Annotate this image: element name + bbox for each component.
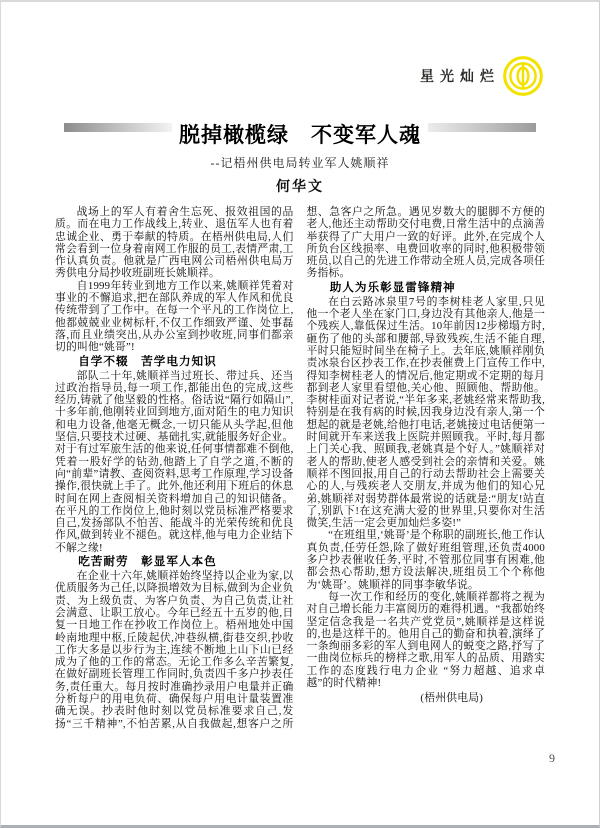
paragraph-colleague-quote: “在班组里,‘姚哥’是个称职的副班长,他工作认真负责,任劳任怨,除了做好班组管理,还负责4000多户抄表催收任务,平时,不管那位同事有困难,他都会热心帮助,想方设法解决,班组员工个个称他为‘姚哥’。姚顺祥的同事李敏华说。: [306, 529, 545, 591]
paragraph-intro: 战场上的军人有着舍生忘死、报效祖国的品质。而在电力工作战线上,转业、退伍军人也有着忠诚企业、勇于奉献的特质。在梧州供电局,人们常会看到一位身着南网工作服的员工,表情严肃,工作认真负责。他就是广西电网公司梧州供电局万秀供电分局抄收班副班长姚顺祥。: [55, 206, 294, 280]
page-header: [1, 2, 599, 97]
title-row: [1, 119, 599, 149]
title-decor-bar-right: [428, 123, 536, 132]
section-heading-hard-work: 吃苦耐劳 彰显军人本色: [78, 555, 217, 569]
attribution: (梧州供电局): [420, 692, 483, 705]
page-number: 9: [549, 751, 555, 765]
article-author: 何华文: [276, 180, 324, 195]
paragraph-career: 自1999年转业到地方工作以来,姚顺祥凭着对事业的不懈追求,把在部队养成的军人作风和优良传统带到了工作中。在每一个平凡的工作岗位上,他都兢兢业业树标杆,不仅工作细致严谨、处事磊落,而且业绩突出,从办公室到抄收班,同事们都亲切的叫他“姚哥”!: [55, 279, 294, 354]
article-subtitle: --记梧州供电局转业军人姚顺祥: [210, 156, 390, 170]
paragraph-self-study: 部队二十年,姚顺祥当过班长、带过兵、还当过政治指导员,每一项工作,都能出色的完成,这些经历,铸就了他坚毅的性格。俗话说“隔行如隔山”,十多年前,他刚转业回到地方,面对陌生的电力知识和电力设备,他毫无概念,一切只能从头学起,但他坚信,只要技术过硬、基础扎实,就能服务好企业。对于有过军旅生活的他来说,任何事情都难不倒他,凭着一股好学的钻劲,他踏上了自学之道,不断的向“前辈”请教、查阅资料,思考工作原理,学习设备操作,很快就上手了。此外,他还利用下班后的休息时间在网上查阅相关资料增加自己的知识储备。在平凡的工作岗位上,他时刻以党员标准严格要求自己,发扬部队不怕苦、能战斗的光荣传统和优良作风,做到转业不褪色。就这样,他与电力企业结下不解之缘!: [55, 369, 294, 554]
article-title: 脱掉橄榄绿 不变军人魂: [179, 124, 421, 147]
section-heading-helping-others: 助人为乐彰显雷锋精神: [329, 280, 456, 294]
title-decor-bar-left: [64, 123, 172, 132]
section-heading-self-study: 自学不辍 苦学电力知识: [78, 354, 217, 368]
paragraph-conclusion: 每一次工作和经历的变化,姚顺祥都将之视为对自己增长能力丰富阅历的难得机遇。“我都始终坚定信念我是一名共产党党员”,姚顺祥是这样说的,也是这样干的。他用自己的勤奋和执着,演绎了一条绚丽多彩的军人到电网人的蜕变之路,抒写了一曲岗位标兵的榜样之歌,用军人的品质、用踏实工作的态度践行电力企业 “努力超越、追求卓越”的时代精神!: [306, 590, 545, 689]
paragraph-hard-work: 在企业十六年,姚顺祥始终坚持以企业为家,以优质服务为己任,以降损增效为目标,做到为企业负责、为上级负责、为客户负责、为自己负责,让社会满意、让职工放心。今年已经五十五岁的他,日复一日地工作在抄收工作岗位上。梧州地处中国岭南地理中枢,丘陵起伏,冲巷纵横,街巷交织,抄收工作大多是以步行为主,连续不断地上山下山已经成为了他的工作的常态。无论工作多么辛苦繁复,在做好副班长管理工作同时,负责四千多户抄表任务,责任重大。每月按时准确抄录用户电量并正确分析每户的用电负荷、确保每户用电计量装置准确无误。抄表时他时刻以党员标准要求自己,发扬“三千精神”,不怕苦累,从自我做起,想客户之所想、急客户之所急。遇见岁数大的腿脚不方便的老人,他还主动帮助交付电费,日常生活中的点滴善举获得了广大用户一致的好评。此外,在完成个人所负台区线损率、电费回收率的同时,他积极带领班员,以自己的先进工作带动全班人员,完成各项任务指标。: [55, 206, 545, 730]
article-body: [55, 206, 545, 732]
paragraph-helping-others: 在白云路冰泉里7号的李树桂老人家里,只见他一个老人坐在家门口,身边没有其他亲人,他是一个残疾人,靠低保过生活。10年前因12步梯塌方时,砸伤了他的头部和腰部,导致残疾,生活不能自理,平时只能短时间坐在椅子上。去年底,姚顺祥刚负责冰泉台区抄表工作,在抄表催费上门宣传工作中,得知李树桂老人的情况后,他定期或不定期的每月都到老人家里看望他,关心他、照顾他、帮助他。李树桂面对记者说,“半年多来,老姚经常来帮助我,特别是在我有病的时候,因我身边没有亲人,第一个想起的就是老姚,给他打电话,老姚接过电话便第一时间就开车来送我上医院并照顾我。平时,每月都上门关心我、照顾我,老姚真是个好人。”姚顺祥对老人的帮助,使老人感受到社会的亲情和关爱。姚顺祥不图回报,用自己的行动去帮助社会上需要关心的人,与残疾老人交朋友,并成为他们的知心兄弟,姚顺祥对弱势群体最常说的话就是:“朋友!站直了,别趴下!在这充满大爱的世界里,只要你对生活微笑,生活一定会更加灿烂多姿!”: [306, 295, 545, 530]
trade-union-logo-icon: [502, 55, 544, 97]
masthead-title: 星光灿烂: [420, 70, 500, 85]
